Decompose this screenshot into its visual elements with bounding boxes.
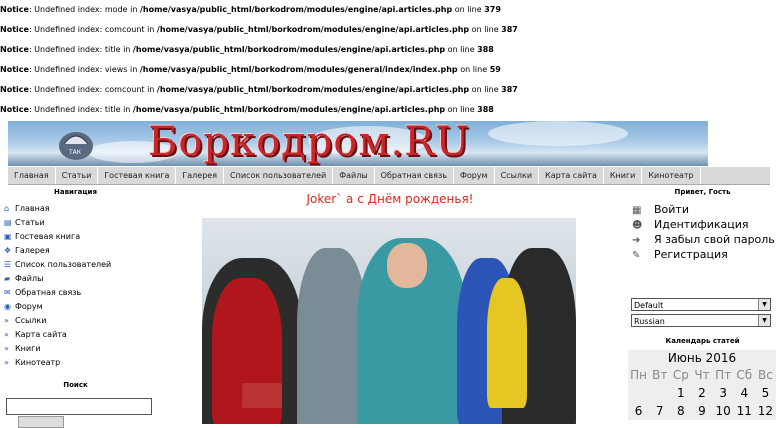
nav-item-label[interactable]: Главная [15, 204, 50, 213]
parachute-logo [56, 124, 96, 162]
user-link[interactable] [628, 232, 777, 247]
notice-label: Notice [0, 65, 29, 74]
nav-item[interactable] [0, 202, 151, 216]
calendar-day[interactable]: 7 [655, 404, 664, 418]
nav-item-label[interactable]: Ссылки [15, 316, 47, 325]
weekday: Вс [757, 368, 773, 382]
nav-item[interactable] [0, 216, 151, 230]
calendar-day[interactable]: 9 [698, 404, 706, 418]
notice-line [0, 100, 777, 120]
menu-item[interactable]: Обратная связь [375, 167, 454, 184]
weekday: Пн [630, 368, 647, 382]
nav-item-label[interactable]: Статьи [15, 218, 45, 227]
notice-label: Notice [0, 25, 29, 34]
notice-online: on line [457, 65, 490, 74]
arrow-icon: » [4, 344, 9, 353]
notice-label: Notice [0, 85, 29, 94]
site-banner[interactable] [8, 121, 708, 166]
svg-text:ТАК: ТАК [69, 149, 82, 156]
nav-item-label[interactable]: Книги [15, 344, 41, 353]
nav-item[interactable] [0, 300, 151, 314]
notice-line-number: 388 [477, 45, 494, 54]
notice-message: : Undefined index: views in [28, 65, 140, 74]
nav-item[interactable] [0, 258, 151, 272]
notice-line-number: 59 [489, 65, 501, 74]
nav-item[interactable] [0, 230, 151, 244]
user-link[interactable] [628, 202, 777, 217]
language-select-value: Russian [634, 317, 665, 326]
calendar-day[interactable]: 8 [677, 404, 685, 418]
nav-item-label[interactable]: Файлы [15, 274, 44, 283]
notice-line [0, 80, 777, 100]
notice-message: : Undefined index: comcount in [28, 85, 157, 94]
nav-item[interactable] [0, 272, 151, 286]
weekday: Сб [736, 368, 753, 382]
arrow-icon: ➔ [632, 235, 641, 246]
user-link-label[interactable]: Войти [654, 203, 689, 216]
menu-item[interactable]: Карта сайта [539, 167, 604, 184]
language-select[interactable] [631, 314, 771, 327]
search-input[interactable] [6, 398, 152, 415]
document-icon: ▤ [4, 218, 12, 227]
nav-item[interactable] [0, 286, 151, 300]
notice-label: Notice [0, 45, 29, 54]
nav-item-label[interactable]: Гостевая книга [15, 232, 81, 241]
notice-path: /home/vasya/public_html/borkodrom/modules/engine/api.articles.php [156, 25, 470, 34]
notice-line-number: 379 [484, 5, 501, 14]
menu-item[interactable]: Галерея [176, 167, 224, 184]
nav-item-label[interactable]: Кинотеатр [15, 358, 61, 367]
menu-item[interactable]: Форум [454, 167, 495, 184]
user-link[interactable] [628, 247, 777, 262]
calendar [628, 350, 776, 420]
weekday: Чт [694, 368, 710, 382]
nav-item[interactable] [0, 244, 151, 258]
notice-online: on line [469, 85, 502, 94]
menu-item[interactable]: Статьи [56, 167, 99, 184]
folder-icon: ▰ [4, 274, 11, 283]
calendar-day[interactable]: 6 [634, 404, 643, 418]
notice-label: Notice [0, 5, 29, 14]
calendar-day[interactable] [649, 384, 670, 402]
article-photo[interactable] [202, 218, 576, 424]
calendar-month[interactable]: Июнь 2016 [667, 351, 737, 365]
forum-icon: ◉ [4, 302, 11, 311]
nav-list [0, 202, 151, 370]
weekday: Ср [672, 368, 689, 382]
theme-select-value: Default [634, 301, 664, 310]
main-menu [8, 166, 770, 185]
notice-line-number: 387 [501, 25, 518, 34]
calendar-weekdays [628, 366, 776, 384]
arrow-icon: » [4, 330, 9, 339]
menu-item[interactable]: Ссылки [495, 167, 539, 184]
calendar-day[interactable]: 11 [736, 404, 752, 418]
nav-item[interactable] [0, 342, 151, 356]
notice-online: on line [445, 105, 478, 114]
notice-path: /home/vasya/public_html/borkodrom/modules/general/index/index.php [139, 65, 458, 74]
calendar-day[interactable]: 4 [740, 386, 749, 400]
notice-online: on line [469, 25, 502, 34]
user-links [628, 202, 777, 262]
article-title[interactable]: Joker` а с Днём рожденья! [306, 192, 474, 206]
notice-line [0, 60, 777, 80]
notice-line [0, 0, 777, 20]
notice-online: on line [445, 45, 478, 54]
notice-line [0, 40, 777, 60]
calendar-day[interactable]: 5 [761, 386, 770, 400]
right-sidebar [628, 186, 777, 345]
calendar-day[interactable]: 10 [715, 404, 731, 418]
arrow-icon: » [4, 358, 9, 367]
notice-line-number: 387 [501, 85, 518, 94]
theme-select[interactable] [631, 298, 771, 311]
calendar-week [628, 384, 776, 402]
search-title: Поиск [63, 381, 88, 389]
calendar-day[interactable]: 12 [757, 404, 774, 418]
chevron-down-icon[interactable]: ▼ [758, 299, 770, 310]
nav-item-label[interactable]: Галерея [15, 246, 50, 255]
left-sidebar [0, 186, 151, 370]
book-icon: ▣ [4, 232, 12, 241]
notice-path: /home/vasya/public_html/borkodrom/modules/engine/api.articles.php [132, 105, 446, 114]
notice-line-number: 388 [477, 105, 494, 114]
notice-message: : Undefined index: mode in [28, 5, 140, 14]
notice-message: : Undefined index: comcount in [28, 25, 157, 34]
register-icon: ✎ [632, 250, 641, 261]
menu-item[interactable]: Файлы [333, 167, 374, 184]
chevron-down-icon[interactable]: ▼ [758, 315, 770, 326]
search-button[interactable] [18, 416, 64, 428]
weekday: Вт [652, 368, 668, 382]
weekday: Пт [715, 368, 732, 382]
notice-path: /home/vasya/public_html/borkodrom/modules/engine/api.articles.php [156, 85, 470, 94]
nav-item[interactable] [0, 328, 151, 342]
notice-message: : Undefined index: title in [28, 45, 133, 54]
main-content [156, 186, 624, 423]
site-title: Боркодром.RU [148, 121, 471, 165]
calendar-week [628, 402, 776, 420]
calendar-day[interactable]: 3 [719, 386, 727, 400]
home-icon: ⌂ [4, 204, 10, 213]
user-link-label[interactable]: Регистрация [654, 248, 728, 261]
user-link[interactable] [628, 217, 777, 232]
menu-item[interactable]: Список пользователей [224, 167, 333, 184]
nav-item-label[interactable]: Форум [15, 302, 43, 311]
notice-path: /home/vasya/public_html/borkodrom/modules/engine/api.articles.php [139, 5, 453, 14]
gallery-icon: ❖ [4, 246, 12, 255]
mail-icon: ✉ [4, 288, 11, 297]
menu-item[interactable]: Книги [604, 167, 643, 184]
user-link-label[interactable]: Идентификация [654, 218, 749, 231]
greeting: Привет, Гость [674, 188, 731, 196]
menu-item[interactable]: Главная [8, 167, 56, 184]
notice-online: on line [452, 5, 485, 14]
nav-item-label[interactable]: Обратная связь [15, 288, 82, 297]
users-icon: ☰ [4, 260, 12, 269]
nav-item[interactable] [0, 314, 151, 328]
login-icon: ▦ [632, 205, 642, 216]
menu-item[interactable]: Гостевая книга [98, 167, 176, 184]
calendar-day[interactable]: 2 [698, 386, 706, 400]
nav-title: Навигация [54, 188, 97, 196]
menu-item[interactable]: Кинотеатр [642, 167, 700, 184]
user-link-label[interactable]: Я забыл свой пароль [654, 233, 775, 246]
php-notices [0, 0, 777, 120]
notice-message: : Undefined index: title in [28, 105, 133, 114]
notice-path: /home/vasya/public_html/borkodrom/modules/engine/api.articles.php [132, 45, 446, 54]
user-icon: ☻ [632, 220, 643, 231]
nav-item[interactable] [0, 356, 151, 370]
calendar-day[interactable]: 1 [677, 386, 685, 400]
calendar-day[interactable] [628, 384, 649, 402]
arrow-icon: » [4, 316, 9, 325]
calendar-title: Календарь статей [665, 337, 740, 345]
notice-label: Notice [0, 105, 29, 114]
nav-item-label[interactable]: Список пользователей [15, 260, 112, 269]
notice-line [0, 20, 777, 40]
nav-item-label[interactable]: Карта сайта [15, 330, 67, 339]
